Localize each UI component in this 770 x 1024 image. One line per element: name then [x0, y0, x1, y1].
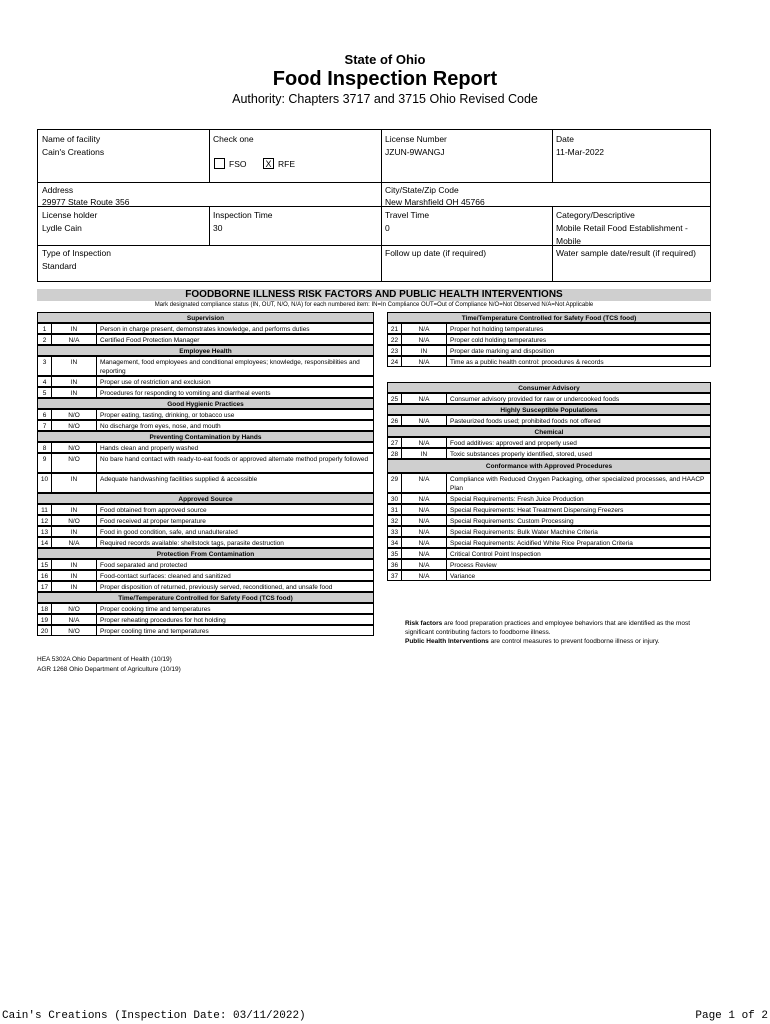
item-description: Consumer advisory provided for raw or undercooked foods — [447, 393, 711, 404]
section-header: Good Hygienic Practices — [37, 398, 374, 409]
item-number: 1 — [37, 323, 52, 334]
item-number: 19 — [37, 614, 52, 625]
item-status: N/A — [402, 537, 447, 548]
page-number: Page 1 of 2 — [695, 1010, 768, 1022]
check-one-label: Check one — [213, 134, 254, 144]
item-status: N/A — [402, 415, 447, 426]
item-description: Compliance with Reduced Oxygen Packaging, other specialized processes, and HAACP Plan — [447, 473, 711, 493]
item-description: Toxic substances properly identified, stored, used — [447, 448, 711, 459]
section-header: Supervision — [37, 312, 374, 323]
inspection-type: Standard — [42, 261, 77, 271]
risk-item-row — [37, 453, 374, 473]
form-number-health: HEA 5302A Ohio Department of Health (10/19) — [37, 656, 172, 663]
item-number: 37 — [387, 570, 402, 581]
risk-item-row — [387, 493, 711, 504]
inspection-date: 11-Mar-2022 — [556, 147, 605, 157]
item-status: N/O — [52, 625, 97, 636]
item-status: N/O — [52, 515, 97, 526]
item-status: IN — [52, 559, 97, 570]
item-description: Proper use of restriction and exclusion — [97, 376, 374, 387]
risk-item-row — [387, 415, 711, 426]
facility-info-grid — [37, 129, 711, 282]
item-number: 29 — [387, 473, 402, 493]
section-header: Time/Temperature Controlled for Safety Food (TCS food) — [387, 312, 711, 323]
risk-item-row — [37, 376, 374, 387]
item-number: 13 — [37, 526, 52, 537]
item-status: IN — [402, 345, 447, 356]
risk-item-row — [37, 515, 374, 526]
section-header: Preventing Contamination by Hands — [37, 431, 374, 442]
risk-item-row — [37, 387, 374, 398]
item-description: Proper reheating procedures for hot holding — [97, 614, 374, 625]
date-label: Date — [556, 134, 574, 144]
item-number: 21 — [387, 323, 402, 334]
travel-time-label: Travel Time — [385, 210, 430, 220]
item-status: N/A — [402, 570, 447, 581]
risk-item-row — [387, 570, 711, 581]
item-description: Person in charge present, demonstrates knowledge, and performs duties — [97, 323, 374, 334]
item-number: 3 — [37, 356, 52, 376]
item-status: IN — [52, 526, 97, 537]
item-description: Special Requirements: Custom Processing — [447, 515, 711, 526]
item-number: 23 — [387, 345, 402, 356]
item-description: Adequate handwashing facilities supplied & accessible — [97, 473, 374, 493]
item-number: 2 — [37, 334, 52, 345]
item-number: 12 — [37, 515, 52, 526]
item-status: N/O — [52, 453, 97, 473]
item-number: 33 — [387, 526, 402, 537]
item-description: Proper cooking time and temperatures — [97, 603, 374, 614]
item-description: Proper cold holding temperatures — [447, 334, 711, 345]
risk-item-row — [387, 345, 711, 356]
item-description: Food in good condition, safe, and unadulterated — [97, 526, 374, 537]
item-description: Food received at proper temperature — [97, 515, 374, 526]
item-status: IN — [402, 448, 447, 459]
item-number: 35 — [387, 548, 402, 559]
risk-factors-title: FOODBORNE ILLNESS RISK FACTORS AND PUBLIC HEALTH INTERVENTIONS — [37, 289, 711, 301]
section-header: Chemical — [387, 426, 711, 437]
address-label: Address — [42, 185, 74, 195]
inspection-type-label: Type of Inspection — [42, 248, 111, 258]
item-status: IN — [52, 387, 97, 398]
item-status: IN — [52, 376, 97, 387]
risk-factors-term: Risk factors — [405, 620, 443, 627]
section-header: Time/Temperature Controlled for Safety Food (TCS food) — [37, 592, 374, 603]
license-holder: Lydle Cain — [42, 223, 82, 233]
item-description: Special Requirements: Acidified White Rice Preparation Criteria — [447, 537, 711, 548]
risk-item-row — [37, 537, 374, 548]
risk-item-row — [37, 323, 374, 334]
item-number: 8 — [37, 442, 52, 453]
follow-up-label: Follow up date (if required) — [385, 248, 487, 258]
risk-item-row — [37, 473, 374, 493]
item-number: 14 — [37, 537, 52, 548]
item-status: N/A — [402, 393, 447, 404]
item-status: IN — [52, 473, 97, 493]
risk-item-row — [37, 614, 374, 625]
risk-item-row — [387, 548, 711, 559]
risk-item-row — [37, 356, 374, 376]
license-number: JZUN-9WANGJ — [385, 147, 445, 157]
item-number: 15 — [37, 559, 52, 570]
item-status: N/O — [52, 603, 97, 614]
item-status: N/A — [402, 515, 447, 526]
item-number: 11 — [37, 504, 52, 515]
item-description: Proper disposition of returned, previously served, reconditioned, and unsafe food — [97, 581, 374, 592]
page-footer-facility: Cain's Creations (Inspection Date: 03/11/2022) — [2, 1010, 306, 1022]
risk-item-row — [37, 504, 374, 515]
license-holder-label: License holder — [42, 210, 98, 220]
item-number: 26 — [387, 415, 402, 426]
item-number: 10 — [37, 473, 52, 493]
facility-name-label: Name of facility — [42, 134, 101, 144]
item-description: Required records available: shellstock tags, parasite destruction — [97, 537, 374, 548]
item-number: 7 — [37, 420, 52, 431]
phi-definition: are control measures to prevent foodborne illness or injury. — [488, 638, 660, 645]
item-status: N/A — [402, 356, 447, 367]
risk-item-row — [387, 448, 711, 459]
item-description: Proper cooling time and temperatures — [97, 625, 374, 636]
item-status: N/A — [52, 614, 97, 625]
item-description: Food separated and protected — [97, 559, 374, 570]
item-number: 22 — [387, 334, 402, 345]
section-header: Employee Health — [37, 345, 374, 356]
item-description: No bare hand contact with ready-to-eat foods or approved alternate method properly followed — [97, 453, 374, 473]
item-description: Special Requirements: Heat Treatment Dispensing Freezers — [447, 504, 711, 515]
item-number: 36 — [387, 559, 402, 570]
section-header: Approved Source — [37, 493, 374, 504]
risk-item-row — [37, 526, 374, 537]
item-number: 9 — [37, 453, 52, 473]
item-status: N/A — [402, 559, 447, 570]
item-number: 16 — [37, 570, 52, 581]
compliance-legend: Mark designated compliance status (IN, OUT, N/O, N/A) for each numbered item: IN=In Compliance OUT=Out of Compliance N/O=Not Observed N/A=Not Applicable — [154, 302, 594, 308]
travel-time: 0 — [385, 223, 390, 233]
item-number: 31 — [387, 504, 402, 515]
risk-item-row — [387, 473, 711, 493]
category-label: Category/Descriptive — [556, 210, 635, 220]
risk-item-row — [37, 559, 374, 570]
item-description: Critical Control Point Inspection — [447, 548, 711, 559]
item-description: Process Review — [447, 559, 711, 570]
form-number-agriculture: AGR 1268 Ohio Department of Agriculture (10/19) — [37, 666, 181, 673]
item-status: N/A — [402, 334, 447, 345]
state-heading: State of Ohio — [344, 52, 426, 67]
risk-item-row — [387, 356, 711, 367]
item-number: 18 — [37, 603, 52, 614]
item-status: IN — [52, 570, 97, 581]
item-number: 24 — [387, 356, 402, 367]
item-number: 27 — [387, 437, 402, 448]
authority-line: Authority: Chapters 3717 and 3715 Ohio Revised Code — [232, 92, 538, 106]
risk-item-row — [37, 334, 374, 345]
rfe-checkbox[interactable]: X — [263, 158, 274, 169]
risk-item-row — [387, 526, 711, 537]
item-description: Management, food employees and conditional employees; knowledge, responsibilities and reporting — [97, 356, 374, 376]
item-description: Variance — [447, 570, 711, 581]
facility-name: Cain's Creations — [42, 147, 105, 157]
risk-item-row — [37, 409, 374, 420]
section-header: Conformance with Approved Procedures — [387, 459, 711, 473]
risk-item-row — [387, 334, 711, 345]
item-status: N/O — [52, 442, 97, 453]
item-description: Special Requirements: Fresh Juice Production — [447, 493, 711, 504]
item-status: N/A — [402, 323, 447, 334]
address: 29977 State Route 356 — [42, 197, 130, 207]
item-status: N/O — [52, 420, 97, 431]
section-header: Highly Susceptible Populations — [387, 404, 711, 415]
item-description: Pasteurized foods used; prohibited foods not offered — [447, 415, 711, 426]
risk-item-row — [387, 323, 711, 334]
item-description: Certified Food Protection Manager — [97, 334, 374, 345]
item-status: N/A — [402, 504, 447, 515]
item-status: N/A — [402, 548, 447, 559]
risk-item-row — [387, 437, 711, 448]
item-description: Proper hot holding temperatures — [447, 323, 711, 334]
item-description: Food obtained from approved source — [97, 504, 374, 515]
item-description: Food-contact surfaces: cleaned and sanitized — [97, 570, 374, 581]
section-header: Protection From Contamination — [37, 548, 374, 559]
item-number: 17 — [37, 581, 52, 592]
license-number-label: License Number — [385, 134, 447, 144]
item-status: N/A — [52, 334, 97, 345]
item-number: 30 — [387, 493, 402, 504]
item-status: N/A — [402, 526, 447, 537]
risk-item-row — [387, 537, 711, 548]
item-number: 4 — [37, 376, 52, 387]
definitions-note — [405, 619, 715, 646]
item-description: Hands clean and properly washed — [97, 442, 374, 453]
section-header: Consumer Advisory — [387, 382, 711, 393]
item-status: IN — [52, 356, 97, 376]
risk-item-row — [37, 420, 374, 431]
item-number: 34 — [387, 537, 402, 548]
risk-item-row — [387, 504, 711, 515]
item-description: Food additives: approved and properly used — [447, 437, 711, 448]
item-status: N/O — [52, 409, 97, 420]
risk-item-row — [387, 393, 711, 404]
risk-item-row — [387, 515, 711, 526]
item-number: 25 — [387, 393, 402, 404]
inspection-time-label: Inspection Time — [213, 210, 273, 220]
item-description: Time as a public health control: procedures & records — [447, 356, 711, 367]
risk-item-row — [37, 570, 374, 581]
item-status: N/A — [402, 493, 447, 504]
risk-item-row — [37, 603, 374, 614]
fso-checkbox[interactable] — [214, 158, 225, 169]
report-title: Food Inspection Report — [272, 68, 498, 90]
item-number: 5 — [37, 387, 52, 398]
risk-item-row — [37, 442, 374, 453]
item-number: 32 — [387, 515, 402, 526]
city-state-zip: New Marshfield OH 45766 — [385, 197, 485, 207]
item-status: N/A — [52, 537, 97, 548]
fso-label: FSO — [229, 159, 247, 169]
rfe-label: RFE — [278, 159, 295, 169]
item-description: Proper eating, tasting, drinking, or tobacco use — [97, 409, 374, 420]
water-sample-label: Water sample date/result (if required) — [556, 248, 696, 258]
item-description: No discharge from eyes, nose, and mouth — [97, 420, 374, 431]
risk-factors-definition: are food preparation practices and employee behaviors that are identified as the most significant contributing factors to foodborne illness. — [405, 620, 691, 636]
item-status: IN — [52, 323, 97, 334]
inspection-time: 30 — [213, 223, 223, 233]
phi-term: Public Health Interventions — [405, 638, 489, 645]
item-description: Proper date marking and disposition — [447, 345, 711, 356]
item-number: 20 — [37, 625, 52, 636]
item-description: Procedures for responding to vomiting and diarrheal events — [97, 387, 374, 398]
item-number: 28 — [387, 448, 402, 459]
city-state-zip-label: City/State/Zip Code — [385, 185, 459, 195]
item-status: N/A — [402, 473, 447, 493]
item-status: IN — [52, 581, 97, 592]
category: Mobile Retail Food Establishment - Mobile — [556, 223, 688, 246]
risk-item-row — [37, 581, 374, 592]
item-description: Special Requirements: Bulk Water Machine Criteria — [447, 526, 711, 537]
item-status: N/A — [402, 437, 447, 448]
risk-item-row — [37, 625, 374, 636]
item-number: 6 — [37, 409, 52, 420]
risk-item-row — [387, 559, 711, 570]
item-status: IN — [52, 504, 97, 515]
